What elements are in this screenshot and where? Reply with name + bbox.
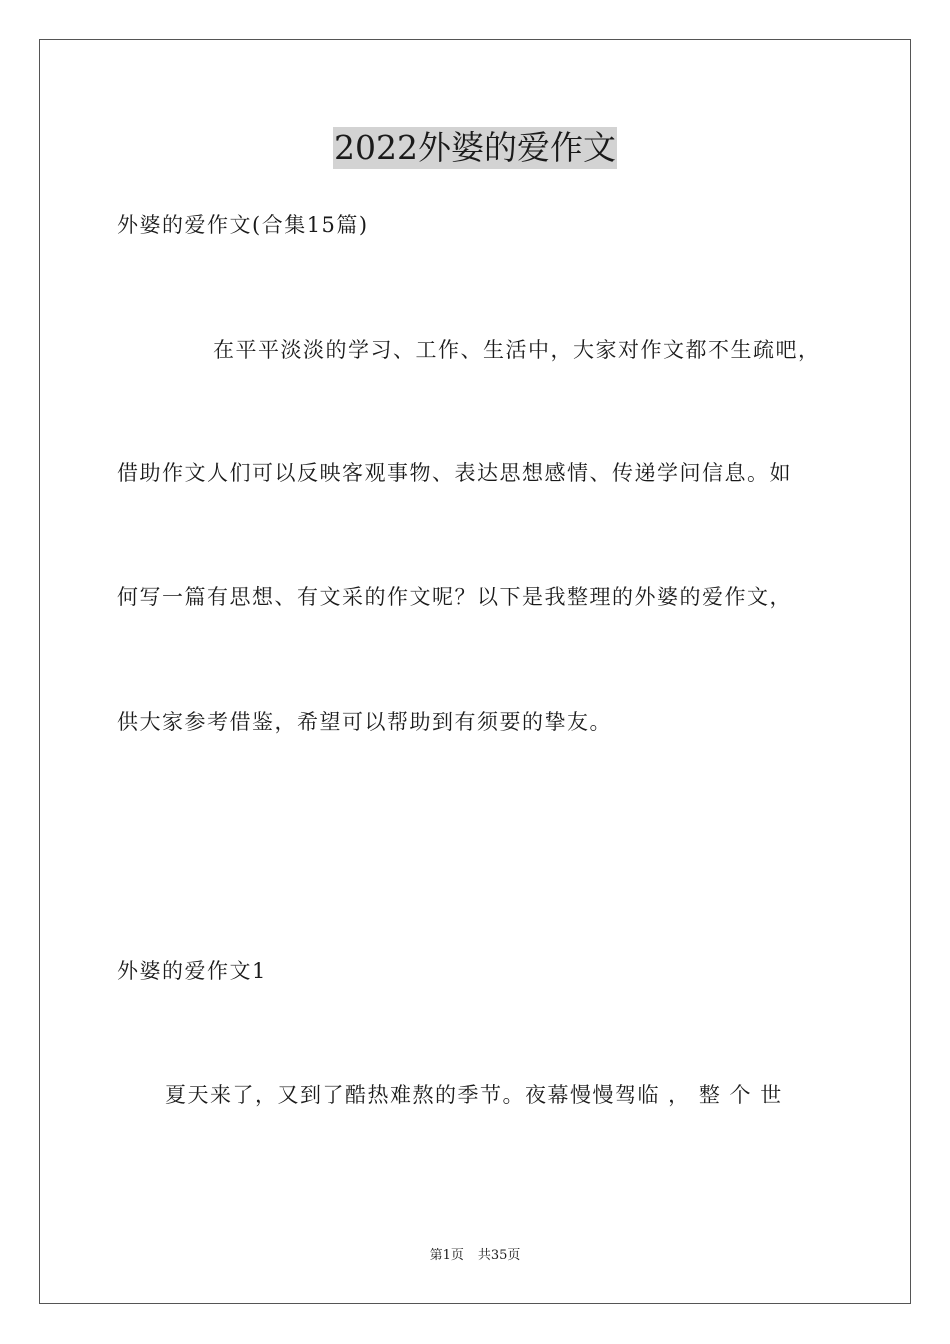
body-line-1: 夏天来了，又到了酷热难熬的季节。夜幕慢慢驾临 ， 整 个 世 [165,1083,783,1107]
intro-line-4: 供大家参考借鉴，希望可以帮助到有须要的挚友。 [117,710,612,734]
title-container [0,127,950,169]
intro-line-3: 何写一篇有思想、有文采的作文呢？以下是我整理的外婆的爱作文， [117,585,792,609]
page-footer [0,1247,950,1265]
intro-line-2: 借助作文人们可以反映客观事物、表达思想感情、传递学问信息。如 [117,461,792,485]
intro-line-1: 在平平淡淡的学习、工作、生活中，大家对作文都不生疏吧， [213,338,821,362]
document-title: 2022外婆的爱作文 [334,128,616,167]
section-heading: 外婆的爱作文1 [117,959,267,983]
page-number: 第1页 [429,1248,464,1263]
document-subtitle: 外婆的爱作文(合集15篇) [117,213,369,237]
page-total: 共35页 [477,1248,521,1263]
